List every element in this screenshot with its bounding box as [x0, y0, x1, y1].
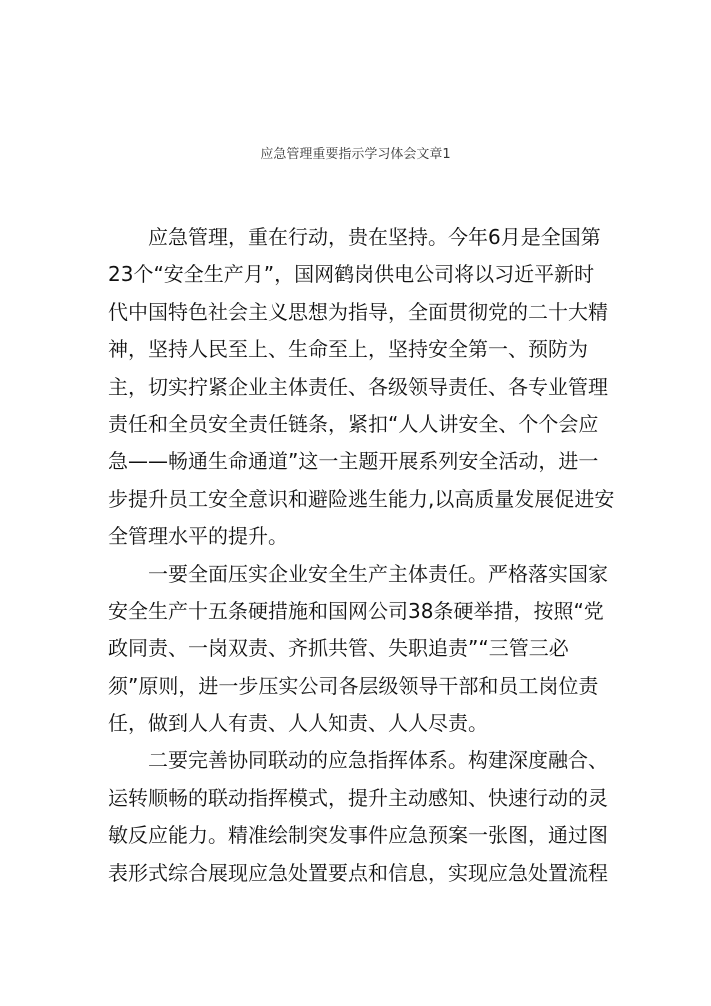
paragraph-1-line: 23个“安全生产月”，国网鹤岗供电公司将以习近平新时: [108, 262, 595, 287]
document-body: [108, 219, 615, 892]
paragraph-1-line: 主，切实拧紧企业主体责任、各级领导责任、各专业管理: [108, 374, 608, 399]
paragraph-2-line: 安全生产十五条硬措施和国网公司38条硬举措，按照“党: [108, 598, 604, 623]
paragraph-1-line: 全管理水平的提升。: [108, 524, 288, 549]
paragraph-1-line: 急——畅通生命通道”这一主题开展系列安全活动，进一: [108, 449, 599, 474]
paragraph-1-line: 责任和全员安全责任链条，紧扣“人人讲安全、个个会应: [108, 411, 599, 436]
paragraph-3-line: 二要完善协同联动的应急指挥体系。构建深度融合、: [148, 748, 608, 773]
paragraph-3-line: 敏反应能力。精准绘制突发事件应急预案一张图，通过图: [108, 823, 608, 848]
paragraph-2-line: 一要全面压实企业安全生产主体责任。严格落实国家: [148, 561, 608, 586]
paragraph-1-line: 应急管理，重在行动，贵在坚持。今年6月是全国第: [148, 225, 601, 249]
paragraph-2-line: 须”原则，进一步压实公司各层级领导干部和员工岗位责: [108, 673, 599, 698]
paragraph-3-line: 表形式综合展现应急处置要点和信息，实现应急处置流程: [108, 860, 608, 885]
paragraph-1-line: 步提升员工安全意识和避险逃生能力,以高质量发展促进安: [108, 486, 615, 511]
paragraph-1-line: 神，坚持人民至上、生命至上，坚持安全第一、预防为: [108, 337, 588, 362]
paragraph-3-line: 运转顺畅的联动指挥模式，提升主动感知、快速行动的灵: [108, 785, 608, 810]
paragraph-2-line: 政同责、一岗双责、齐抓共管、失职追责”“三管三必: [108, 636, 569, 661]
paragraph-1-line: 代中国特色社会主义思想为指导，全面贯彻党的二十大精: [108, 299, 608, 324]
paragraph-2-line: 任，做到人人有责、人人知责、人人尽责。: [108, 711, 488, 736]
document-title: 应急管理重要指示学习体会文章1: [260, 147, 451, 162]
